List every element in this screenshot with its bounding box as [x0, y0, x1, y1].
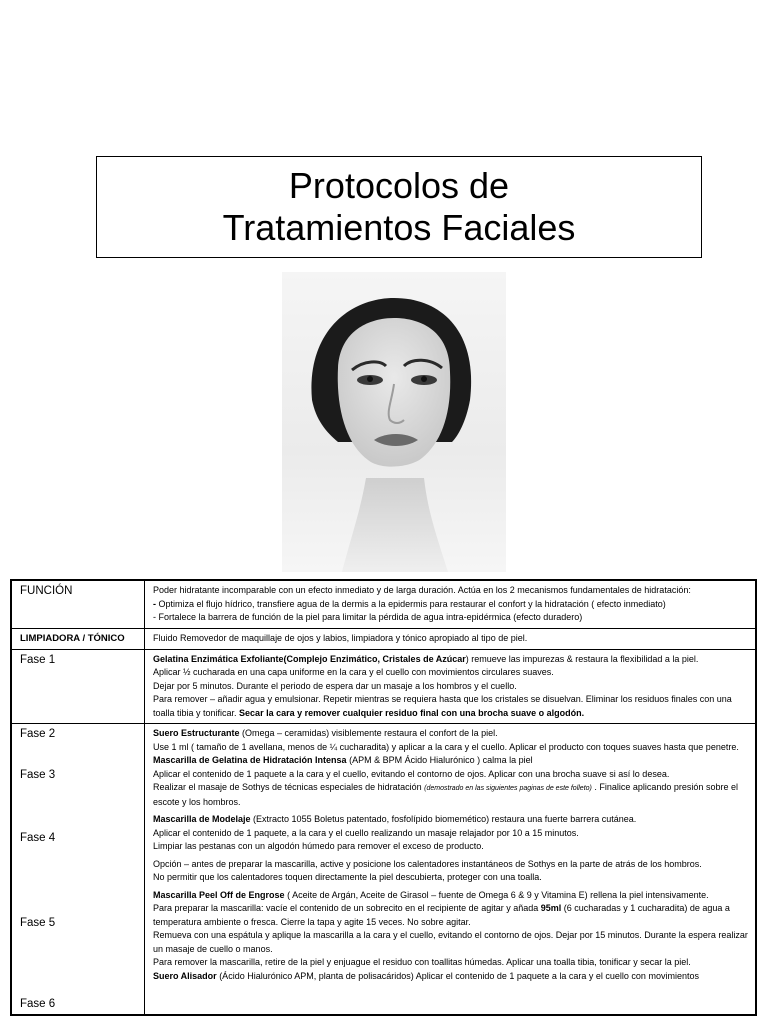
fase4-line1: [153, 813, 749, 827]
fase2-label: Fase 2: [20, 728, 56, 740]
fase2-rest: (Omega – ceramidas) visiblemente restaura el confort de la piel.: [239, 728, 498, 738]
fase3-line3-note: (demostrado en las siguientes paginas de este folleto): [424, 785, 592, 792]
fase4-line5: No permitir que los calentadores toquen directamente la piel descubierta, proteger con una toalla.: [153, 872, 542, 882]
fase4-line3: Limpiar las pestanas con un algodón húmedo para remover el exceso de producto.: [153, 841, 484, 851]
limpiadora-label: LIMPIADORA / TÓNICO: [11, 628, 145, 649]
fase4-rest: (Extracto 1055 Boletus patentado, fosfolípido biomemético) restaura una fuerte barrera cutánea.: [250, 814, 637, 824]
fase1-product: Gelatina Enzimática Exfoliante(Complejo Enzimático, Cristales de Azúcar: [153, 653, 466, 664]
fase5-label: Fase 5: [20, 917, 56, 929]
protocol-table: [10, 579, 757, 1016]
fase1-line4-bold: Secar la cara y remover cualquier residuo final con una brocha suave o algodón.: [239, 707, 585, 718]
woman-portrait-image: [282, 272, 506, 572]
fase5-line1: [153, 889, 749, 903]
fase4-line4: Opción – antes de preparar la mascarilla, active y posicione los calentadores instantáneos de Sothys en la parte de atrás de los hombros.: [153, 858, 702, 869]
funcion-bullet: -: [153, 598, 159, 609]
funcion-line3: - Fortalece la barrera de función de la piel para limitar la pérdida de agua intra-epidérmica (efecto duradero): [153, 612, 583, 622]
fase1-product-rest: ) remueve las impurezas & restaura la flexibilidad a la piel.: [465, 653, 699, 664]
fase6-label: Fase 6: [20, 998, 56, 1010]
fases-labels: [11, 724, 145, 1016]
row-limpiadora: [11, 628, 756, 649]
title-box: [96, 156, 702, 258]
fase3-line2: Aplicar el contenido de 1 paquete a la cara y el cuello, evitando el contorno de ojos. Aplicar con una brocha suave si así lo desea.: [153, 768, 670, 779]
fase5-line4: Para remover la mascarilla, retire de la piel y enjuague el residuo con toallitas húmedas. Aplicar una toalla tibia, tonificar y secar la piel.: [153, 957, 691, 967]
fase4-product: Mascarilla de Modelaje: [153, 814, 251, 824]
limpiadora-content: Fluido Removedor de maquillaje de ojos y labios, limpiadora y tónico apropiado al tipo de piel.: [145, 628, 757, 649]
fase2-line1: [153, 727, 749, 741]
funcion-label: FUNCIÓN: [11, 580, 145, 628]
fase5-rest: ( Aceite de Argán, Aceite de Girasol – fuente de Omega 6 & 9 y Vitamina E) rellena la piel intensivamente.: [284, 889, 709, 900]
fase5-line2a: Para preparar la mascarilla: vacíe el contenido de un sobrecito en el recipiente de agitar y añada: [153, 903, 541, 913]
fase5-line3: Remueva con una espátula y aplique la mascarilla a la cara y el cuello, evitando el contorno de ojos. Dejar por 15 minutos. Durante la espera realizar un masaje de cuello o manos.: [153, 930, 748, 954]
funcion-content: [145, 580, 757, 628]
fase6-rest: (Ácido Hialurónico APM, planta de polisacáridos) Aplicar el contenido de 1 paquete a la cara y el cuello con movimientos: [216, 970, 699, 981]
fase6-line1: [153, 970, 749, 984]
fase4-line2: Aplicar el contenido de 1 paquete, a la cara y el cuello realizando un masaje relajador por 10 a 15 minutos.: [153, 827, 579, 838]
row-funcion: [11, 580, 756, 628]
fase5-line2: [153, 902, 749, 929]
fase3-line3: [153, 781, 749, 809]
row-fases-2-6: [11, 724, 756, 1016]
title-line-2: Tratamientos Faciales: [222, 207, 576, 248]
funcion-line2: [153, 598, 749, 612]
fase2-line2: Use 1 ml ( tamaño de 1 avellana, menos de ¼ cucharadita) y aplicar a la cara y el cuello. Aplicar el producto con toques suaves hasta que penetre.: [153, 741, 739, 752]
fase2-product: Suero Estructurante: [153, 728, 240, 738]
fase1-line1: [153, 653, 749, 667]
fase1-line2: Aplicar ½ cucharada en una capa uniforme en la cara y el cuello con movimientos circulares suaves.: [153, 667, 554, 677]
fase3-line1: [153, 754, 749, 768]
portrait-illustration: [282, 272, 506, 572]
row-fase1: [11, 649, 756, 724]
fase1-line3: Dejar por 5 minutos. Durante el periodo de espera dar un masaje a los hombros y el cuello.: [153, 680, 517, 691]
fase5-line2c: (6 cucharadas y 1 cucharadita) de agua a temperatura ambiente o fresca. Cierre la tapa y agite 15 veces. No sobre agitar.: [153, 903, 730, 927]
fase3-line3-text: Realizar el masaje de Sothys de técnicas especiales de hidratación: [153, 782, 425, 792]
fase4-label: Fase 4: [20, 832, 56, 844]
fase1-content: [145, 649, 757, 724]
fase5-line2b: 95ml: [540, 903, 562, 913]
funcion-line2-text: Optimiza el flujo hídrico, transfiere agua de la dermis a la epidermis para restaurar el confort y la hidratación ( efecto inmediato): [158, 598, 666, 609]
fase6-product: Suero Alisador: [153, 970, 217, 981]
fases-content: [145, 724, 757, 1016]
fase1-line4: [153, 693, 749, 720]
fase3-product: Mascarilla de Gelatina de Hidratación Intensa: [153, 755, 347, 765]
fase3-label: Fase 3: [20, 769, 56, 781]
fase1-line4-text: Para remover – añadir agua y emulsionar. Repetir mientras se requiera hasta que los cristales se disuelvan. Eliminar los residuos finales con una toalla tibia y tonificar.: [153, 694, 732, 718]
title-line-1: Protocolos de: [288, 165, 510, 206]
funcion-line1: Poder hidratante incomparable con un efecto inmediato y de larga duración. Actúa en los 2 mecanismos fundamentales de hidratación:: [153, 585, 691, 595]
fase5-product: Mascarilla Peel Off de Engrose: [153, 889, 285, 900]
fase3-rest: (APM & BPM Ácido Hialurónico ) calma la piel: [346, 755, 533, 765]
fase3-line3-end: . Finalice aplicando presión sobre el escote y los hombros.: [153, 782, 738, 807]
fase1-label: Fase 1: [11, 649, 145, 724]
